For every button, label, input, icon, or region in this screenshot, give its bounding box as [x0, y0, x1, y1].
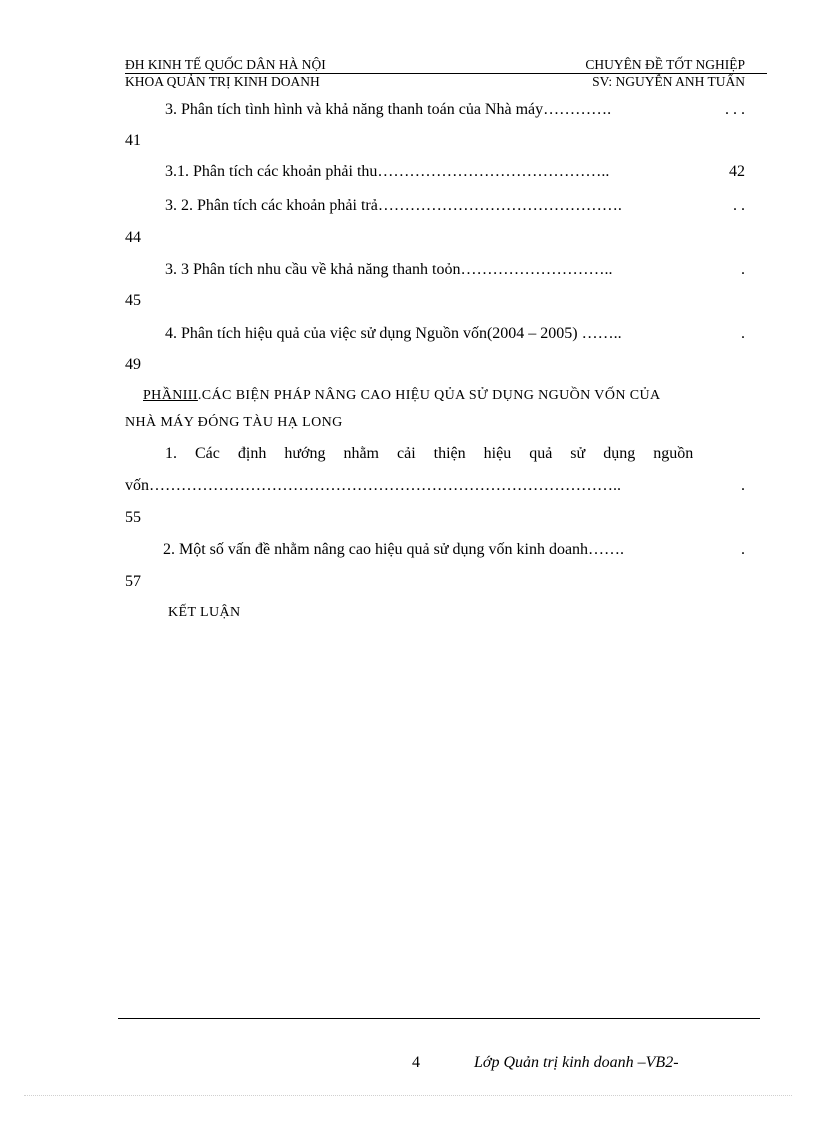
toc-item-3-1-page: 42 — [729, 163, 745, 180]
toc-part-3-title-line-1: .CÁC BIỆN PHÁP NÂNG CAO HIỆU QỦA SỬ DỤNG NGUỒN VỐN CỦA — [197, 388, 661, 403]
toc-item-3-2-page: 44 — [125, 229, 141, 246]
toc-item-3-text: 3. Phân tích tình hình và khả năng thanh toán của Nhà máy…………. — [165, 101, 612, 118]
header-row-2 — [125, 75, 767, 90]
toc-item-3-tail: . . . — [725, 101, 745, 118]
header-faculty: KHOA QUẢN TRỊ KINH DOANH — [125, 74, 320, 89]
toc-part-3-heading — [143, 387, 661, 405]
toc-item-p3-2-page: 57 — [125, 573, 141, 590]
header-student: SV: NGUYỄN ANH TUẤN — [592, 74, 745, 89]
toc-item-4-page: 49 — [125, 356, 141, 373]
toc-conclusion: KẾT LUẬN — [168, 605, 241, 620]
toc-item-p3-1-tail: . — [741, 477, 745, 494]
toc-item-3-2-tail: . . — [733, 197, 745, 214]
toc-item-p3-2-text: 2. Một số vấn đề nhằm nâng cao hiệu quả sử dụng vốn kinh doanh……. — [163, 541, 625, 558]
toc-item-p3-2-tail: . — [741, 541, 745, 558]
toc-item-3-3-page: 45 — [125, 292, 141, 309]
toc-item-3-1-text: 3.1. Phân tích các khoản phải thu…………………………………….. — [165, 163, 610, 180]
toc-item-p3-1-text: 1. Các định hướng nhằm cải thiện hiệu quả sử dụng nguồn — [165, 445, 694, 462]
toc-item-3-2-text: 3. 2. Phân tích các khoản phải trả………………………………………. — [165, 197, 622, 214]
toc-item-p3-1-page: 55 — [125, 509, 141, 526]
toc-item-3-3-text: 3. 3 Phân tích nhu cầu về khả năng thanh toỏn……………………….. — [165, 261, 613, 278]
footer-page-number: 4 — [412, 1054, 420, 1071]
header-school: ĐH KINH TẾ QUỐC DÂN HÀ NỘI — [125, 57, 326, 72]
toc-part-3-title-line-2: NHÀ MÁY ĐÓNG TÀU HẠ LONG — [125, 415, 343, 430]
toc-item-p3-1-leader: vốn…………………………………………………………………………….. — [125, 477, 621, 494]
toc-item-4-text: 4. Phân tích hiệu quả của việc sử dụng Nguồn vốn(2004 – 2005) …….. — [165, 325, 622, 342]
toc-item-3-page: 41 — [125, 132, 141, 149]
toc-item-4-tail: . — [741, 325, 745, 342]
header-title: CHUYÊN ĐỀ TỐT NGHIỆP — [585, 57, 745, 72]
page-edge-divider — [24, 1095, 792, 1096]
toc-item-3-3-tail: . — [741, 261, 745, 278]
toc-part-3-label: PHẦNIII — [143, 388, 198, 403]
header-row-1 — [125, 58, 767, 74]
footer-divider — [118, 1018, 760, 1019]
footer-class-name: Lớp Quản trị kinh doanh –VB2- — [474, 1054, 679, 1071]
